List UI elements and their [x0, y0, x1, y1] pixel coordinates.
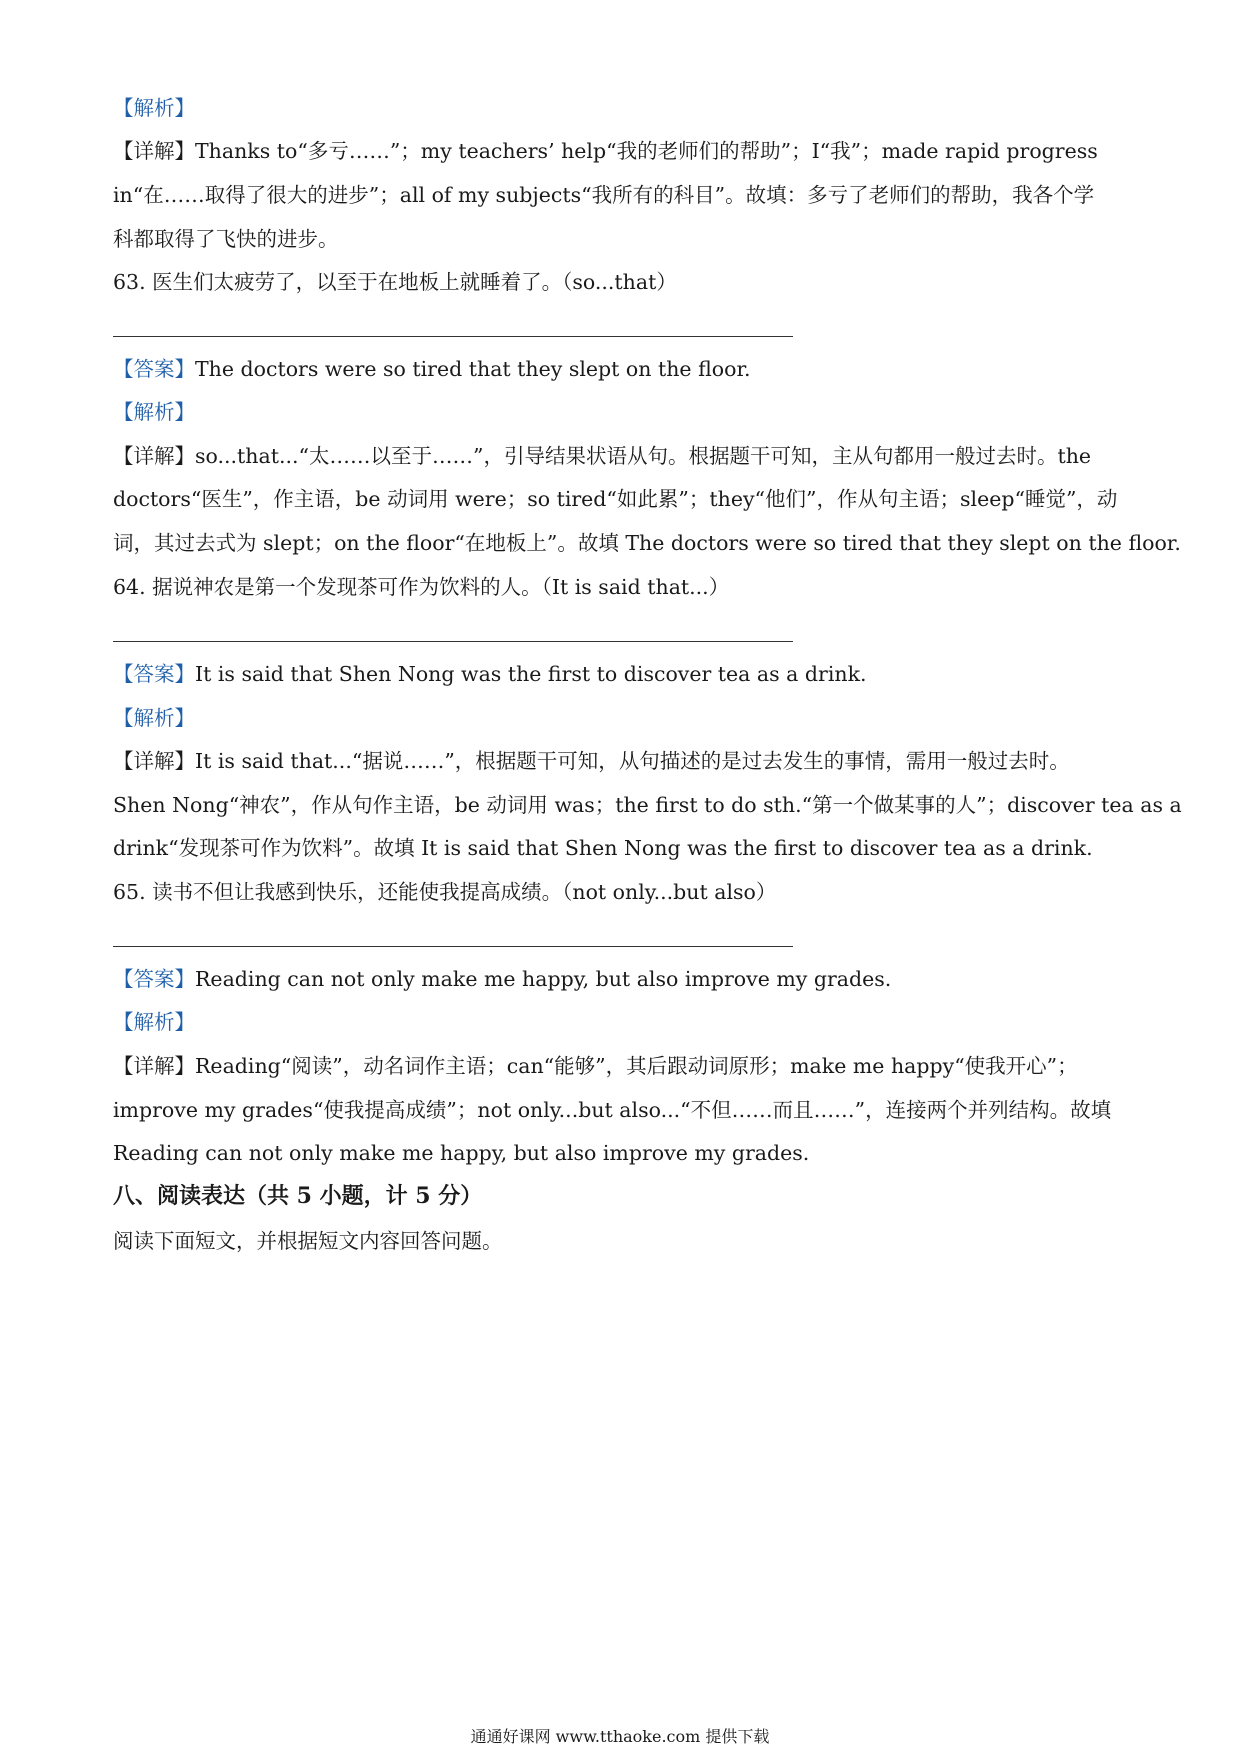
detail-line: drink“发现茶可作为饮料”。故填 It is said that Shen Nong was the first to discover tea as a drink.: [113, 836, 1093, 860]
detail-line: 【详解】It is said that...“据说……”，根据题干可知，从句描述的是过去发生的事情，需用一般过去时。: [113, 749, 1070, 773]
section-heading: 八、阅读表达（共 5 小题，计 5 分）: [113, 1183, 483, 1209]
detail-line: 【详解】so...that...“太……以至于……”，引导结果状语从句。根据题干可知，主从句都用一般过去时。the: [113, 444, 1092, 468]
analysis-label: 【解析】: [113, 1010, 195, 1034]
answer-blank-line: [113, 946, 793, 947]
answer-65: 【答案】Reading can not only make me happy, but also improve my grades.: [113, 967, 892, 991]
answer-blank-line: [113, 336, 793, 337]
detail-line: 【详解】Thanks to“多亏……”；my teachers’ help“我的老师们的帮助”；I“我”；made rapid progress: [113, 139, 1098, 163]
question-64: 64. 据说神农是第一个发现茶可作为饮料的人。（It is said that...）: [113, 575, 730, 599]
detail-line: 词，其过去式为 slept；on the floor“在地板上”。故填 The doctors were so tired that they slept on the floor.: [113, 531, 1181, 555]
answer-blank-line: [113, 641, 793, 642]
detail-line: 【详解】Reading“阅读”，动名词作主语；can“能够”，其后跟动词原形；make me happy“使我开心”；: [113, 1054, 1078, 1078]
detail-line: doctors“医生”，作主语，be 动词用 were；so tired“如此累”；they“他们”，作从句主语；sleep“睡觉”，动: [113, 487, 1118, 511]
detail-line: Shen Nong“神农”，作从句作主语，be 动词用 was；the first to do sth.“第一个做某事的人”；discover tea as a: [113, 793, 1182, 817]
analysis-label: 【解析】: [113, 706, 195, 730]
answer-64: 【答案】It is said that Shen Nong was the first to discover tea as a drink.: [113, 662, 867, 686]
analysis-label: 【解析】: [113, 400, 195, 424]
detail-line: in“在……取得了很大的进步”；all of my subjects“我所有的科目”。故填：多亏了老师们的帮助，我各个学: [113, 183, 1095, 207]
detail-line: 科都取得了飞快的进步。: [113, 227, 339, 251]
page-footer: 通通好课网 www.tthaoke.com 提供下载: [470, 1727, 770, 1746]
question-65: 65. 读书不但让我感到快乐，还能使我提高成绩。（not only...but also）: [113, 880, 777, 904]
answer-63: 【答案】The doctors were so tired that they slept on the floor.: [113, 357, 751, 381]
detail-line: improve my grades“使我提高成绩”；not only...but also...“不但……而且……”，连接两个并列结构。故填: [113, 1098, 1112, 1122]
analysis-label: 【解析】: [113, 96, 195, 120]
section-instruction: 阅读下面短文，并根据短文内容回答问题。: [113, 1229, 503, 1253]
question-63: 63. 医生们太疲劳了，以至于在地板上就睡着了。（so...that）: [113, 270, 677, 294]
detail-line: Reading can not only make me happy, but also improve my grades.: [113, 1141, 810, 1165]
